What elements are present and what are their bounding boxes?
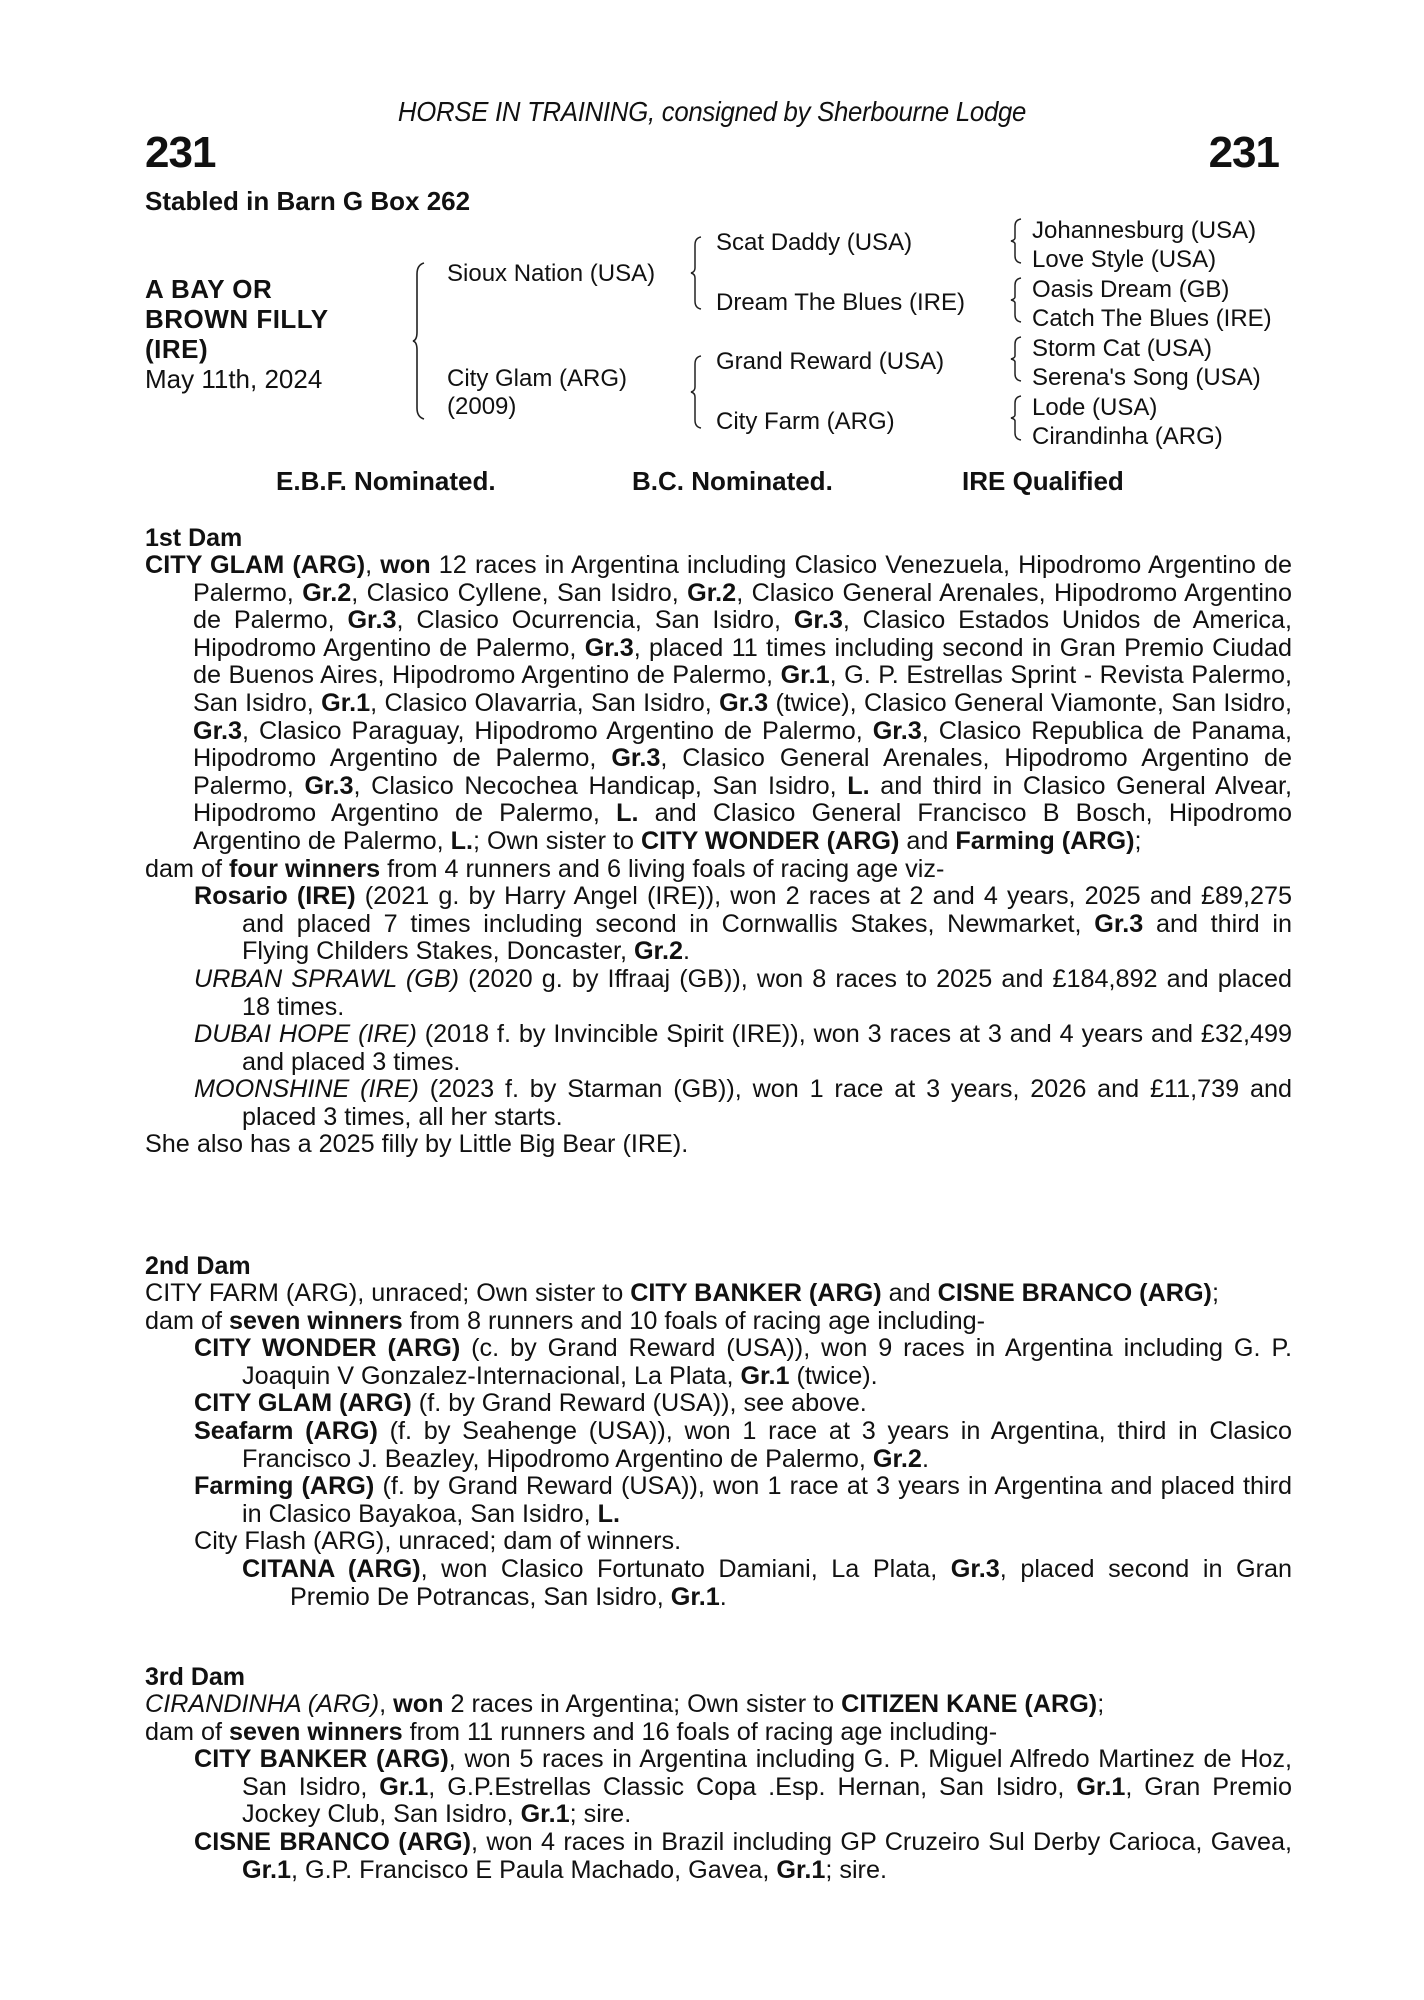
text-run: ; xyxy=(1097,1690,1105,1718)
bold-text: Gr.1 xyxy=(1076,1772,1126,1801)
horse-name-line: BROWN FILLY xyxy=(145,304,329,334)
text-run: , Clasico Ocurrencia, San Isidro, xyxy=(396,606,794,635)
entry-paragraph xyxy=(145,1829,1292,1884)
text-run: , Clasico Republica de Panama, Hipodromo Argentino de Palermo, xyxy=(193,716,1293,773)
bold-text: Seafarm (ARG) xyxy=(194,1416,378,1445)
bold-text: Gr.2 xyxy=(872,1444,922,1473)
bold-text: Gr.1 xyxy=(520,1800,570,1829)
bold-text: CITY GLAM (ARG) xyxy=(194,1389,412,1418)
pedigree-gen3-8: Cirandinha (ARG) xyxy=(1032,423,1223,450)
text-run: (twice). xyxy=(789,1361,878,1390)
entry-paragraph xyxy=(145,1719,1292,1747)
bold-text: seven winners xyxy=(229,1306,403,1335)
text-run: . xyxy=(682,937,690,966)
brace-icon xyxy=(1010,218,1022,264)
text-run: 2 races in Argentina; Own sister to xyxy=(443,1690,842,1718)
text-run: , placed 11 times including second in Gran Premio Ciudad de Buenos Aires, Hipodromo Argentino de Palermo, xyxy=(193,633,1292,690)
text-run: City Flash (ARG), unraced; dam of winners. xyxy=(194,1527,682,1556)
text-run: , placed second in Gran Premio De Potrancas, San Isidro, xyxy=(290,1554,1292,1611)
second-dam-section xyxy=(145,1252,1292,1611)
italic-text: DUBAI HOPE (IRE) xyxy=(194,1020,417,1049)
entry-paragraph xyxy=(145,1473,1292,1528)
bold-text: won xyxy=(380,551,431,579)
nomination-bc: B.C. Nominated. xyxy=(632,466,833,496)
text-run: dam of xyxy=(145,854,229,883)
brace-icon xyxy=(1010,277,1022,323)
pedigree-sire-sire: Scat Daddy (USA) xyxy=(716,229,913,256)
entry-paragraph xyxy=(145,1556,1292,1611)
bold-text: CITIZEN KANE (ARG) xyxy=(841,1690,1098,1718)
first-dam-section xyxy=(145,524,1292,1159)
nomination-ebf: E.B.F. Nominated. xyxy=(276,466,496,496)
text-run: , Clasico General Arenales, Hipodromo Argentino de Palermo, xyxy=(193,744,1292,800)
bold-text: Gr.3 xyxy=(304,771,354,800)
text-run: (2018 f. by Invincible Spirit (IRE)), won 3 races at 3 and 4 years and £32,499 and placed 3 times. xyxy=(242,1020,1292,1076)
bold-text: Gr.1 xyxy=(670,1582,720,1611)
pedigree-gen3-1: Johannesburg (USA) xyxy=(1032,217,1257,244)
text-run: . xyxy=(719,1582,727,1611)
section-body xyxy=(145,1280,1292,1611)
text-run: from 4 runners and 6 living foals of racing age viz- xyxy=(380,854,945,883)
bold-text: CITY BANKER (ARG) xyxy=(630,1279,882,1307)
text-run: and third in Clasico General Alvear, Hipodromo Argentino de Palermo, xyxy=(193,771,1292,828)
text-run: 12 races in Argentina including Clasico Venezuela, Hipodromo Argentino de Palermo, xyxy=(193,551,1293,607)
text-run: , Gran Premio Jockey Club, San Isidro, xyxy=(242,1772,1292,1829)
text-run: (2023 f. by Starman (GB)), won 1 race at 3 years, 2026 and £11,739 and placed 3 times, all her starts. xyxy=(242,1075,1292,1131)
section-heading: 3rd Dam xyxy=(145,1663,246,1691)
text-run: ; Own sister to xyxy=(473,826,641,855)
brace-icon xyxy=(690,355,702,429)
italic-text: MOONSHINE (IRE) xyxy=(194,1075,419,1104)
text-run: dam of xyxy=(145,1717,229,1746)
nomination-ire: IRE Qualified xyxy=(962,466,1124,496)
entry-paragraph xyxy=(145,1418,1292,1473)
entry-paragraph xyxy=(145,1021,1292,1076)
bold-text: CISNE BRANCO (ARG) xyxy=(937,1279,1212,1307)
bold-text: Gr.3 xyxy=(719,688,769,717)
entry-paragraph xyxy=(145,883,1292,966)
bold-text: CITANA (ARG) xyxy=(242,1554,421,1583)
pedigree-gen3-7: Lode (USA) xyxy=(1032,394,1158,421)
text-run: , Clasico General Arenales, Hipodromo Argentino de Palermo, xyxy=(193,578,1292,635)
bold-text: Gr.1 xyxy=(242,1855,292,1884)
italic-text: URBAN SPRAWL (GB) xyxy=(194,964,460,993)
text-run: (2021 g. by Harry Angel (IRE)), won 2 races at 2 and 4 years, 2025 and £89,275 and placed 7 times including second in Cornwallis Stakes, Newmarket, xyxy=(242,882,1293,938)
text-run: , won 5 races in Argentina including G. P. Miguel Alfredo Martinez de Hoz, San Isidro, xyxy=(242,1745,1292,1801)
bold-text: Gr.3 xyxy=(347,606,397,635)
text-run: , xyxy=(379,1690,394,1718)
entry-paragraph xyxy=(145,1390,1292,1418)
bold-text: CISNE BRANCO (ARG) xyxy=(194,1827,472,1856)
text-run: (f. by Grand Reward (USA)), see above. xyxy=(411,1389,867,1418)
entry-paragraph xyxy=(145,1335,1292,1390)
text-run: dam of xyxy=(145,1306,229,1335)
text-run: (c. by Grand Reward (USA)), won 9 races in Argentina including G. P. Joaquin V Gonzalez-Internacional, La Plata, xyxy=(242,1334,1292,1390)
bold-text: Rosario (IRE) xyxy=(194,882,356,911)
foaling-date: May 11th, 2024 xyxy=(145,364,323,394)
bold-text: won xyxy=(393,1690,444,1718)
bold-text: four winners xyxy=(229,854,381,883)
text-run: (twice), Clasico General Viamonte, San Isidro, xyxy=(768,688,1292,717)
pedigree-dam-dam: City Farm (ARG) xyxy=(716,408,895,435)
brace-icon xyxy=(1010,395,1022,441)
text-run: CITY FARM (ARG), unraced; Own sister to xyxy=(145,1279,631,1307)
pedigree-gen3-2: Love Style (USA) xyxy=(1032,246,1217,273)
text-run: , G.P.Estrellas Classic Copa .Esp. Hernan, San Isidro, xyxy=(428,1772,1077,1801)
stabling-location: Stabled in Barn G Box 262 xyxy=(145,186,471,216)
text-run: and xyxy=(881,1279,938,1307)
bold-text: L. xyxy=(450,826,474,855)
bold-text: Gr.3 xyxy=(193,716,243,745)
bold-text: Gr.3 xyxy=(950,1554,1000,1583)
bold-text: Gr.1 xyxy=(740,1361,790,1390)
text-run: , G.P. Francisco E Paula Machado, Gavea, xyxy=(291,1855,777,1884)
text-run: , Clasico Estados Unidos de America, Hipodromo Argentino de Palermo, xyxy=(193,606,1292,662)
bold-text: Gr.2 xyxy=(687,578,737,607)
text-run: from 11 runners and 16 foals of racing age including- xyxy=(402,1717,998,1746)
pedigree-sire: Sioux Nation (USA) xyxy=(447,260,656,287)
bold-text: Farming (ARG) xyxy=(194,1472,375,1501)
bold-text: L. xyxy=(847,771,870,800)
horse-description xyxy=(145,274,405,394)
text-run: and third in Flying Childers Stakes, Doncaster, xyxy=(242,909,1292,966)
text-run: , Clasico Cyllene, San Isidro, xyxy=(351,578,688,607)
bold-text: Gr.3 xyxy=(584,633,634,662)
pedigree-dam: City Glam (ARG) xyxy=(447,365,627,392)
bold-text: seven winners xyxy=(229,1717,403,1746)
bold-text: Gr.3 xyxy=(793,606,843,635)
text-run: ; xyxy=(1134,826,1142,855)
entry-paragraph xyxy=(145,1280,1292,1308)
lot-number-right: 231 xyxy=(1208,128,1279,177)
section-heading: 2nd Dam xyxy=(145,1252,251,1280)
text-run: , Clasico Necochea Handicap, San Isidro, xyxy=(353,771,848,800)
bold-text: Gr.1 xyxy=(321,688,371,717)
bold-text: CITY GLAM (ARG) xyxy=(145,551,366,579)
pedigree-gen3-4: Catch The Blues (IRE) xyxy=(1032,305,1272,332)
nominations-row xyxy=(0,466,1424,500)
bold-text: CITY WONDER (ARG) xyxy=(640,826,900,855)
section-body xyxy=(145,552,1292,1159)
bold-text: Gr.2 xyxy=(633,937,683,966)
text-run: (f. by Seahenge (USA)), won 1 race at 3 years in Argentina, third in Clasico Francisco J. Beazley, Hipodromo Argentino de Palermo, xyxy=(242,1416,1293,1473)
section-heading: 1st Dam xyxy=(145,524,243,552)
entry-paragraph xyxy=(145,1131,1292,1159)
italic-text: CIRANDINHA (ARG) xyxy=(145,1690,380,1718)
bold-text: L. xyxy=(597,1499,620,1528)
bold-text: CITY WONDER (ARG) xyxy=(194,1334,461,1363)
horse-name-line: (IRE) xyxy=(145,334,209,364)
brace-icon xyxy=(1010,336,1022,382)
pedigree-sire-dam: Dream The Blues (IRE) xyxy=(716,289,965,316)
text-run: , Clasico Olavarria, San Isidro, xyxy=(370,688,720,717)
text-run: ; sire. xyxy=(569,1800,632,1829)
bold-text: Gr.1 xyxy=(379,1772,429,1801)
bold-text: Gr.3 xyxy=(611,744,661,773)
text-run: and Clasico General Francisco B Bosch, Hipodromo Argentino de Palermo, xyxy=(193,799,1293,855)
bold-text: Gr.1 xyxy=(780,661,830,690)
bold-text: CITY BANKER (ARG) xyxy=(194,1745,449,1774)
text-run: (2020 g. by Iffraaj (GB)), won 8 races to 2025 and £184,892 and placed 18 times. xyxy=(242,964,1292,1021)
bold-text: Gr.1 xyxy=(776,1855,826,1884)
bold-text: Farming (ARG) xyxy=(955,826,1135,855)
text-run: ; sire. xyxy=(825,1855,887,1884)
third-dam-section xyxy=(145,1663,1292,1884)
entry-paragraph xyxy=(145,1076,1292,1131)
text-run: (f. by Grand Reward (USA)), won 1 race at 3 years in Argentina and placed third in Clasico Bayakoa, San Isidro, xyxy=(242,1472,1293,1528)
entry-paragraph xyxy=(145,1691,1292,1719)
pedigree-gen3-3: Oasis Dream (GB) xyxy=(1032,276,1230,303)
pedigree-gen3-5: Storm Cat (USA) xyxy=(1032,335,1213,362)
text-run: , xyxy=(365,551,381,579)
text-run: from 8 runners and 10 foals of racing age including- xyxy=(402,1306,986,1335)
text-run: . xyxy=(921,1444,929,1473)
text-run: , Clasico Paraguay, Hipodromo Argentino de Palermo, xyxy=(242,716,873,745)
bold-text: Gr.2 xyxy=(302,578,352,607)
entry-paragraph xyxy=(145,1746,1292,1829)
bold-text: L. xyxy=(616,799,639,828)
bold-text: Gr.3 xyxy=(872,716,922,745)
entry-paragraph xyxy=(145,552,1292,856)
text-run: , G. P. Estrellas Sprint - Revista Palermo, San Isidro, xyxy=(193,661,1292,717)
page-header-title: HORSE IN TRAINING, consigned by Sherbourne Lodge xyxy=(397,96,1027,127)
entry-paragraph xyxy=(145,966,1292,1021)
text-run: She also has a 2025 filly by Little Big Bear (IRE). xyxy=(145,1130,689,1159)
entry-paragraph xyxy=(145,856,1292,884)
text-run: and xyxy=(899,826,956,855)
pedigree-gen3-6: Serena's Song (USA) xyxy=(1032,364,1261,391)
pedigree-dam-sire: Grand Reward (USA) xyxy=(716,348,945,375)
entry-paragraph xyxy=(145,1308,1292,1336)
horse-name-line: A BAY OR xyxy=(145,274,273,304)
text-run: ; xyxy=(1211,1279,1219,1307)
brace-icon xyxy=(412,262,426,420)
lot-number-left: 231 xyxy=(145,128,216,177)
text-run: , won 4 races in Brazil including GP Cruzeiro Sul Derby Carioca, Gavea, xyxy=(471,1827,1292,1856)
entry-paragraph xyxy=(145,1528,1292,1556)
brace-icon xyxy=(690,236,702,310)
bold-text: Gr.3 xyxy=(1094,909,1144,938)
section-body xyxy=(145,1691,1292,1884)
text-run: , won Clasico Fortunato Damiani, La Plata, xyxy=(420,1554,951,1583)
pedigree-dam-year: (2009) xyxy=(447,393,517,420)
